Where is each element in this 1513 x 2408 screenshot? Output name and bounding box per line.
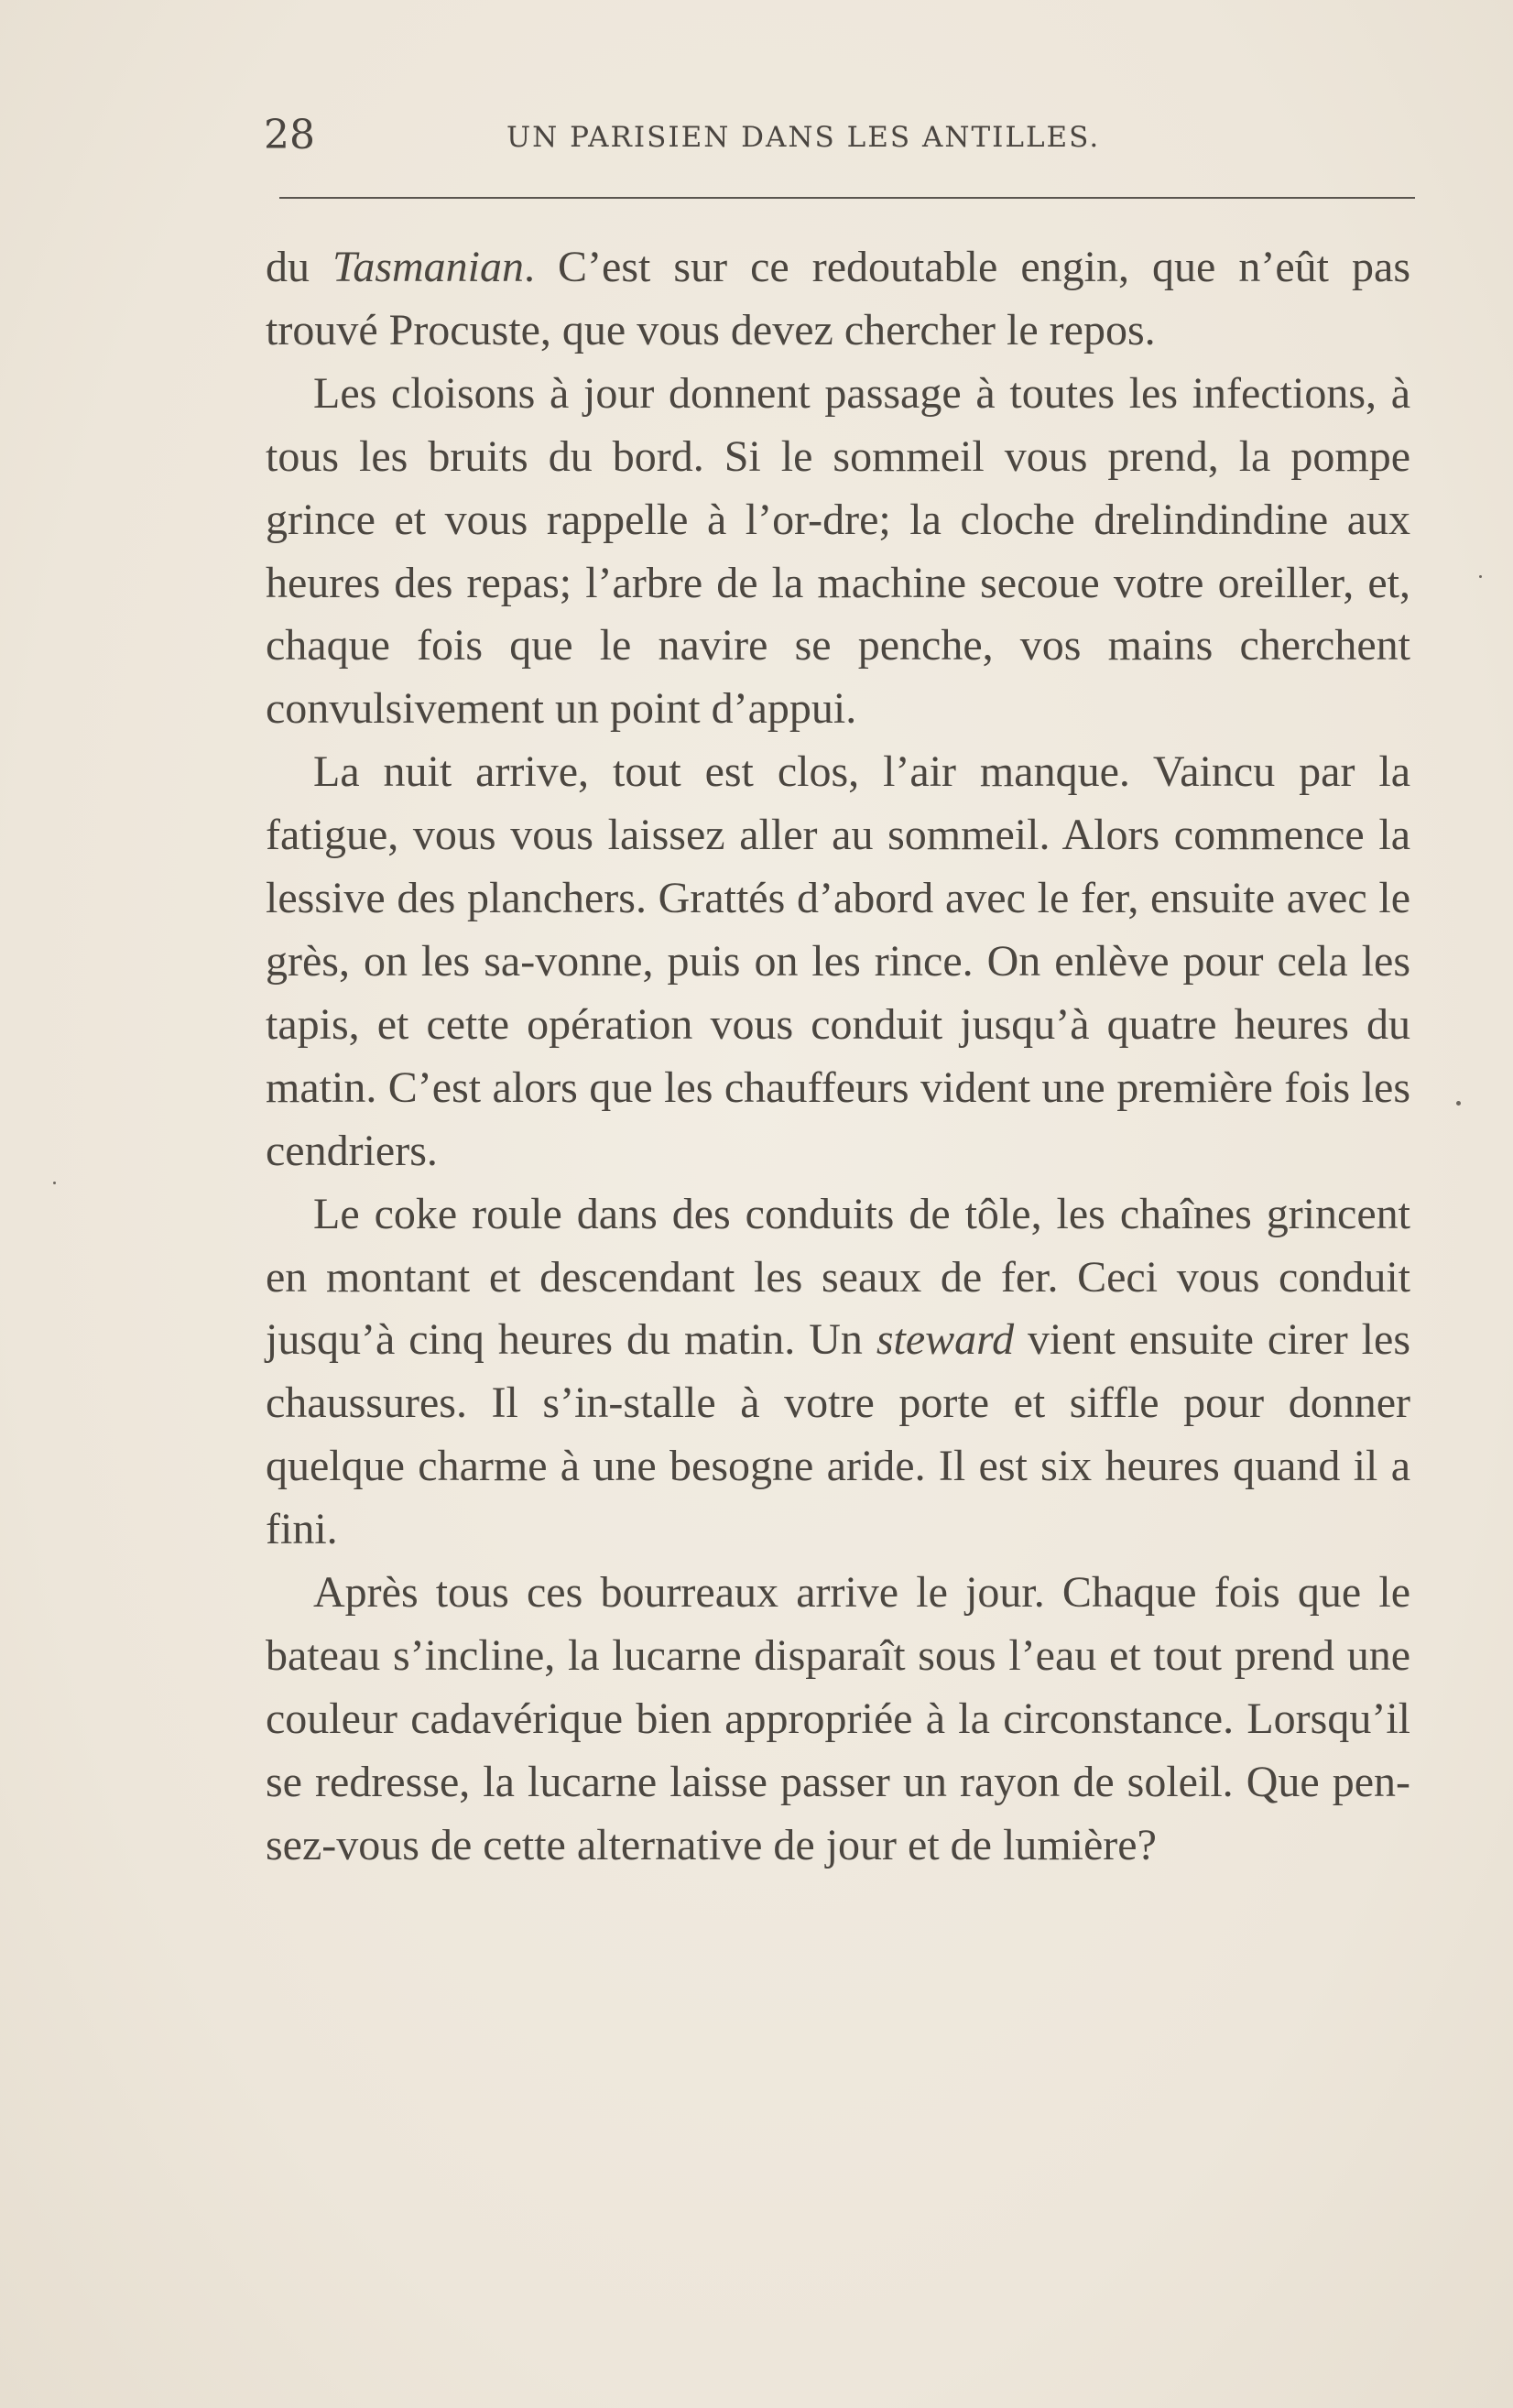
paragraph-5: Après tous ces bourreaux arrive le jour. Chaque fois que le bateau s’incline, la lucarne disparaît sous l’eau et tout prend une couleur cadavérique bien appropriée à la circonstance. Lorsqu’il se redresse, la lucarne laisse passer un rayon de soleil. Que pen-sez-vous de cette alternative de jour et de lumière? (266, 1568, 1410, 1869)
ship-name-italic: Tasmanian (332, 243, 525, 291)
page-header (264, 112, 1412, 167)
paragraph-4-after: vient ensuite cirer les chaussures. Il s’in-stalle à votre porte et siffle pour donner quelque charme à une besogne aride. Il est six heures quand il a fini. (266, 1315, 1411, 1554)
paragraph-3: La nuit arrive, tout est clos, l’air manque. Vaincu par la fatigue, vous vous laissez aller au sommeil. Alors commence la lessive des planchers. Grattés d’abord avec le fer, ensuite avec le grès, on les sa-vonne, puis on les rince. On enlève pour cela les tapis, et cette opération vous conduit jusqu’à quatre heures du matin. C’est alors que les chauffeurs vident une première fois les cendriers. (266, 747, 1410, 1175)
paragraph-2: Les cloisons à jour donnent passage à toutes les infections, à tous les bruits du bord. Si le sommeil vous prend, la pompe grince et vous rappelle à l’or-dre; la cloche drelindindine aux heures des repas; l’arbre de la machine secoue votre oreiller, et, chaque fois que le navire se penche, vos mains cherchent convulsivement un point d’appui. (266, 368, 1410, 734)
paragraph-1-before: du (266, 243, 333, 291)
body-text (266, 236, 1410, 1878)
paragraph-1 (266, 236, 1410, 363)
paragraph-4-before: Le coke roule dans des conduits de tôle, les chaînes grincent en montant et descendant les seaux de fer. Ceci vous conduit jusqu’à cinq heures du matin. Un (266, 1189, 1410, 1365)
paragraph-1-after: . C’est sur ce redoutable engin, que n’eût pas trouvé Procuste, que vous devez chercher le repos. (266, 243, 1411, 354)
paper-speck (1479, 575, 1482, 578)
paper-speck (1456, 1101, 1461, 1106)
header-rule (279, 197, 1415, 199)
paragraph-4 (266, 1183, 1410, 1562)
running-title: UN PARISIEN DANS LES ANTILLES. (506, 121, 1101, 154)
page-number: 28 (264, 112, 315, 158)
steward-italic: steward (876, 1315, 1015, 1365)
paper-speck (53, 1182, 56, 1184)
